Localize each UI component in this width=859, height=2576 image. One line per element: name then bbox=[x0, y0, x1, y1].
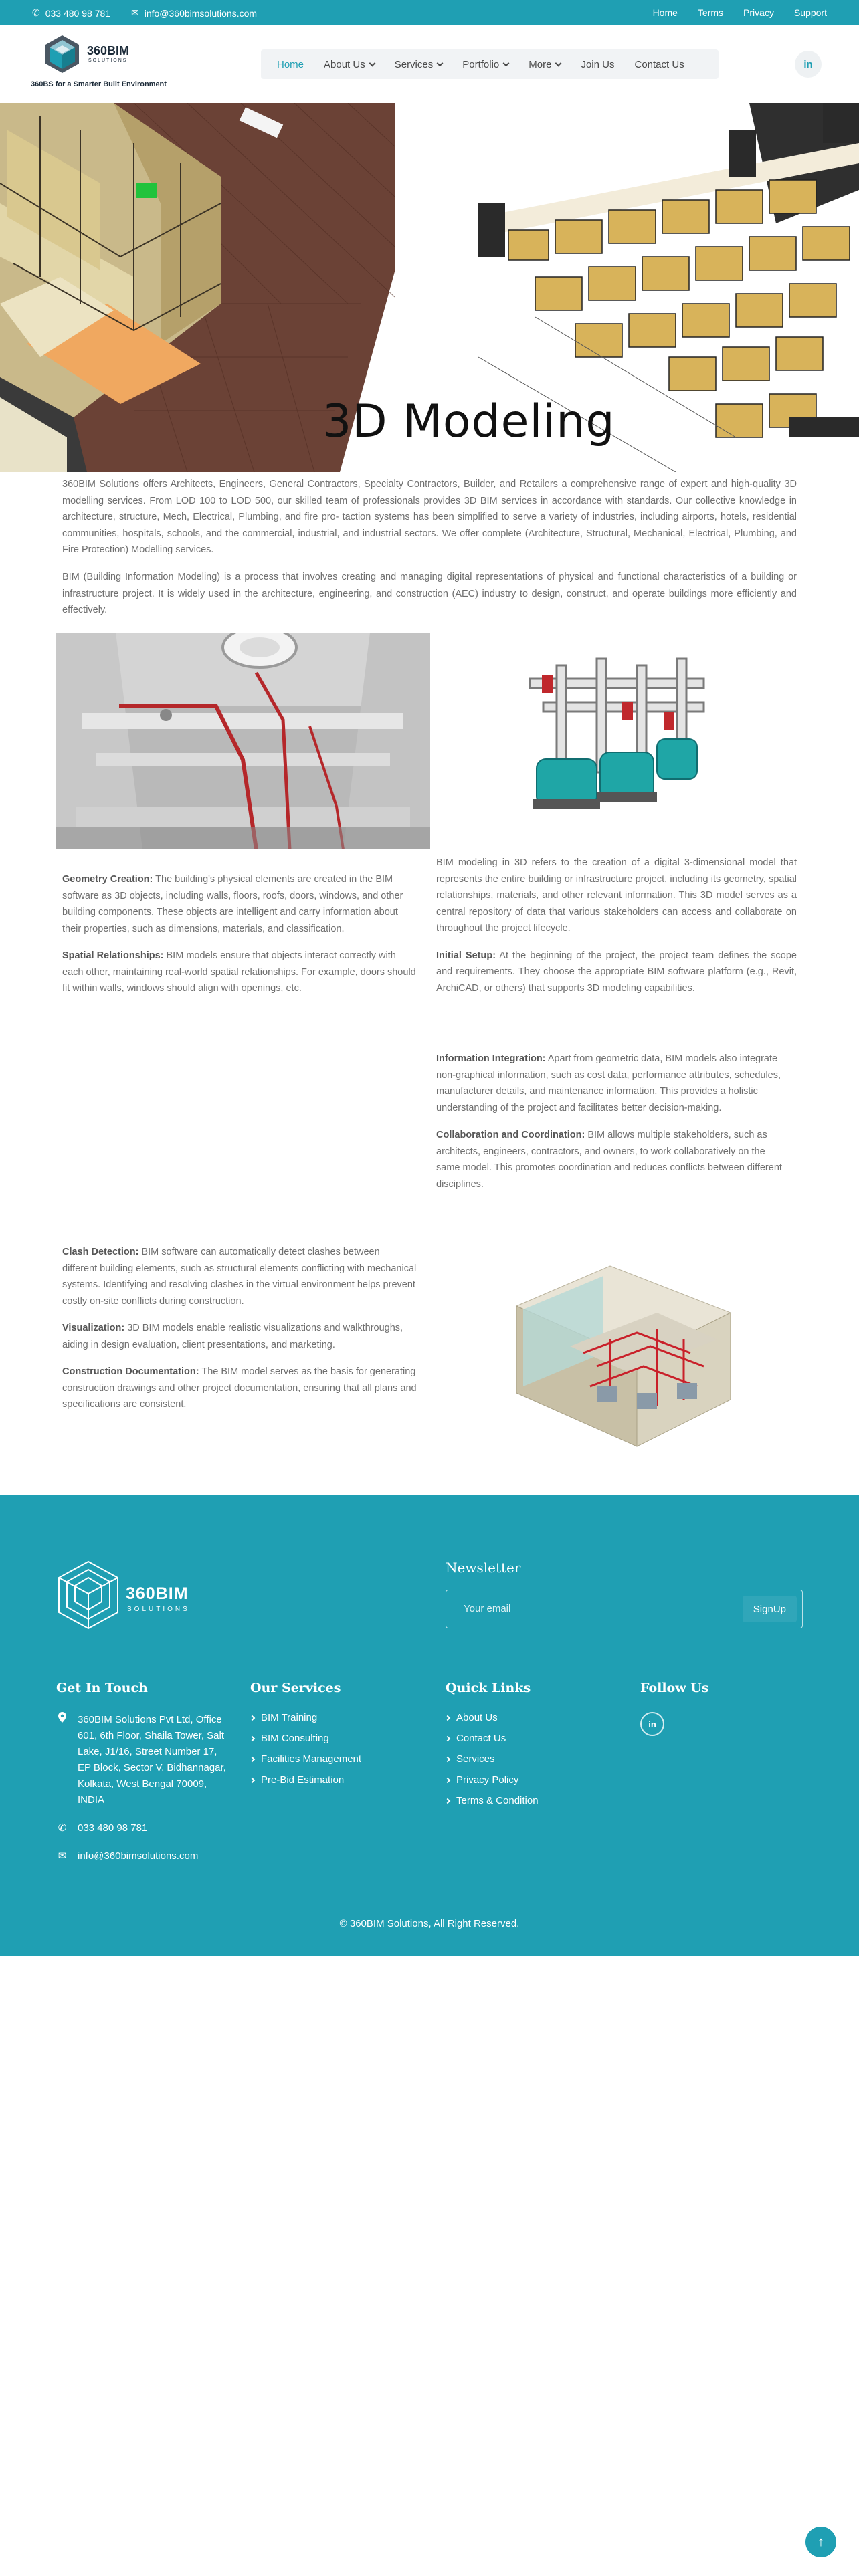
features-left-1 bbox=[62, 871, 417, 1008]
spatial-relationships-title: Spatial Relationships: bbox=[62, 950, 164, 961]
newsletter-signup-button[interactable]: SignUp bbox=[743, 1596, 797, 1622]
footer-get-in-touch bbox=[56, 1681, 230, 1876]
clash-detection-item bbox=[62, 1244, 417, 1309]
visualization-item bbox=[62, 1320, 417, 1353]
linkedin-icon[interactable]: in bbox=[640, 1712, 664, 1736]
clash-detection-title: Clash Detection: bbox=[62, 1247, 139, 1257]
collaboration-item bbox=[436, 1127, 791, 1192]
initial-setup-item bbox=[436, 948, 797, 997]
topbar-phone-text: 033 480 98 781 bbox=[45, 7, 111, 19]
geometry-creation-item bbox=[62, 871, 417, 937]
chevron-right-icon bbox=[445, 1715, 450, 1720]
footer-service-link[interactable] bbox=[250, 1774, 361, 1786]
quick-links-title: Quick Links bbox=[446, 1681, 531, 1695]
nav-home[interactable] bbox=[277, 59, 304, 70]
ceiling-mep-image bbox=[56, 633, 430, 849]
nav-contact-us[interactable] bbox=[635, 59, 684, 70]
topbar-phone[interactable] bbox=[32, 7, 110, 19]
geometry-creation-text: The building's physical elements are created in the BIM software as 3D objects, including walls, floors, roofs, doors, windows, and other building components. These objects are intelligent and carry information about their properties, such as dimensions, materials, and classification. bbox=[62, 874, 403, 934]
chevron-right-icon bbox=[445, 1756, 450, 1761]
nav-home-label: Home bbox=[277, 58, 304, 70]
construction-documentation-item bbox=[62, 1364, 417, 1413]
logo-subtitle: SOLUTIONS bbox=[88, 58, 128, 63]
hero-banner bbox=[0, 103, 859, 472]
chevron-right-icon bbox=[445, 1735, 450, 1741]
nav-portfolio[interactable] bbox=[462, 59, 508, 70]
topbar-link-home[interactable]: Home bbox=[652, 7, 678, 18]
bim-definition-paragraph: BIM (Building Information Modeling) is a process that involves creating and managing digital representations of physical and functional characteristics of a building or infrastructure project. It is widely used in the architecture, engineering, and construction (AEC) industry to design, construct, and operate buildings more efficiently and effectively. bbox=[62, 572, 797, 615]
envelope-icon: ✉ bbox=[58, 1850, 67, 1862]
nav-more-label: More bbox=[529, 58, 552, 70]
newsletter-title: Newsletter bbox=[446, 1560, 521, 1576]
footer-quick-links bbox=[446, 1681, 539, 1816]
footer-service-link[interactable] bbox=[250, 1712, 361, 1723]
phone-icon: ✆ bbox=[32, 7, 40, 18]
footer-quick-link-label: Contact Us bbox=[456, 1733, 506, 1744]
footer-follow-us bbox=[640, 1681, 708, 1736]
plant-room-illustration bbox=[436, 1253, 797, 1453]
nav-about-label: About Us bbox=[324, 58, 365, 70]
nav-services-label: Services bbox=[394, 58, 434, 70]
footer-email-text: info@360bimsolutions.com bbox=[78, 1850, 199, 1862]
footer-quick-link-label: About Us bbox=[456, 1712, 498, 1723]
linkedin-icon[interactable]: in bbox=[795, 51, 822, 78]
visualization-title: Visualization: bbox=[62, 1323, 125, 1333]
chevron-down-icon bbox=[437, 60, 444, 66]
chevron-right-icon bbox=[250, 1715, 255, 1720]
footer-service-link[interactable] bbox=[250, 1733, 361, 1744]
chevron-right-icon bbox=[250, 1735, 255, 1741]
phone-icon: ✆ bbox=[58, 1822, 67, 1834]
topbar-links bbox=[653, 7, 827, 18]
follow-us-title: Follow Us bbox=[640, 1681, 709, 1695]
chevron-down-icon bbox=[369, 60, 375, 66]
pump-equipment-image bbox=[436, 639, 797, 843]
information-integration-text: Apart from geometric data, BIM models also integrate non-graphical information, such as cost data, performance attributes, schedules, manufacturer details, and maintenance information. This provides a holistic understanding of the project and facilitates better decision-making. bbox=[436, 1053, 781, 1113]
geometry-creation-title: Geometry Creation: bbox=[62, 874, 153, 885]
information-integration-title: Information Integration: bbox=[436, 1053, 546, 1064]
nav-more[interactable] bbox=[529, 59, 561, 70]
envelope-icon: ✉ bbox=[131, 7, 139, 18]
footer-quick-link[interactable] bbox=[446, 1795, 539, 1806]
footer-address-text: 360BIM Solutions Pvt Ltd, Office 601, 6th Floor, Shaila Tower, Salt Lake, J1/16, Street Number 17, EP Block, Sector V, Bidhannagar, Kolkata, West Bengal 70009, INDIA bbox=[78, 1714, 226, 1806]
footer-quick-link-label: Terms & Condition bbox=[456, 1795, 539, 1806]
topbar-link-support[interactable]: Support bbox=[793, 7, 827, 18]
main-nav bbox=[261, 49, 719, 79]
newsletter-email-input[interactable]: Your email bbox=[464, 1603, 511, 1614]
chevron-down-icon bbox=[503, 60, 510, 66]
our-services-title: Our Services bbox=[250, 1681, 341, 1695]
spatial-relationships-text: BIM models ensure that objects interact correctly with each other, maintaining real-world spatial relationships. For example, doors should fit within walls, windows should align with openings, etc. bbox=[62, 950, 416, 994]
construction-documentation-text: The BIM model serves as the basis for generating construction drawings and other project documentation, ensuring that all plans and specifications are consistent. bbox=[62, 1366, 417, 1410]
logo-name: 360BIM bbox=[87, 44, 130, 58]
features-left-2 bbox=[62, 1244, 417, 1424]
page-title: 3D Modeling bbox=[322, 395, 615, 448]
footer-quick-link[interactable] bbox=[446, 1733, 539, 1744]
construction-documentation-title: Construction Documentation: bbox=[62, 1366, 199, 1377]
topbar-link-privacy[interactable]: Privacy bbox=[743, 7, 774, 18]
site-header bbox=[0, 25, 859, 103]
footer-quick-link[interactable] bbox=[446, 1753, 539, 1765]
footer-service-label: BIM Consulting bbox=[261, 1733, 329, 1744]
footer-email[interactable] bbox=[56, 1848, 230, 1864]
collaboration-text: BIM allows multiple stakeholders, such as architects, engineers, contractors, and owners, to work collaboratively on the same model. This promotes coordination and reduces conflicts between different disciplines. bbox=[436, 1130, 782, 1190]
chevron-right-icon bbox=[250, 1777, 255, 1782]
clash-detection-text: BIM software can automatically detect clashes between different building elements, such as structural elements conflicting with mechanical systems. Identifying and resolving clashes in the virtual environment helps prevent costly on-site conflicts during construction. bbox=[62, 1247, 417, 1307]
topbar-link-terms[interactable]: Terms bbox=[697, 7, 724, 18]
back-to-top-button[interactable]: ↑ bbox=[805, 2527, 836, 2557]
copyright-text: © 360BIM Solutions, All Right Reserved. bbox=[339, 1918, 520, 1929]
nav-contact-label: Contact Us bbox=[634, 58, 684, 70]
footer-logo-name: 360BIM bbox=[126, 1584, 189, 1603]
pump-model-illustration bbox=[436, 639, 797, 843]
chevron-down-icon bbox=[555, 60, 562, 66]
footer-logo-subtitle: SOLUTIONS bbox=[127, 1606, 190, 1613]
initial-setup-text: At the beginning of the project, the project team defines the scope and requirements. They choose the appropriate BIM software platform (e.g., Revit, ArchiCAD, or others) that supports 3D modeling capabilities. bbox=[436, 950, 797, 994]
chevron-right-icon bbox=[445, 1777, 450, 1782]
nav-about-us[interactable] bbox=[324, 59, 375, 70]
footer-service-link[interactable] bbox=[250, 1753, 361, 1765]
site-footer bbox=[0, 1495, 859, 1956]
top-bar bbox=[0, 0, 859, 25]
spatial-relationships-item bbox=[62, 948, 417, 997]
topbar-email[interactable] bbox=[131, 7, 257, 19]
topbar-email-text: info@360bimsolutions.com bbox=[144, 7, 258, 19]
get-in-touch-title: Get In Touch bbox=[56, 1681, 148, 1695]
logo-cube-icon bbox=[41, 33, 83, 75]
chevron-right-icon bbox=[250, 1756, 255, 1761]
features-right-1 bbox=[436, 855, 797, 1007]
ceiling-mep-illustration bbox=[56, 633, 430, 849]
nav-services[interactable] bbox=[395, 59, 443, 70]
footer-service-label: Facilities Management bbox=[261, 1753, 362, 1765]
newsletter-form bbox=[446, 1590, 803, 1628]
footer-service-label: BIM Training bbox=[261, 1712, 318, 1723]
footer-quick-link[interactable] bbox=[446, 1774, 539, 1786]
site-logo[interactable] bbox=[31, 31, 178, 88]
footer-address bbox=[56, 1712, 230, 1808]
intro-paragraph: 360BIM Solutions offers Architects, Engineers, General Contractors, Specialty Contractors, Builder, and Retailers a comprehensive range of expert and high-quality 3D modelling services. From LOD 100 to LOD 500, our skilled team of professionals provides 3D BIM services in accordance with standards. Our collective knowledge in architecture, structure, Mech, Electrical, Plumbing, and fire pro- taction systems has been simplified to serve a variety of industries, including airports, hotels, residential communities, hospitals, schools, and the commercial, industrial, and industrial sectors. We offer complete (Architecture, Structural, Mechanical, Electrical, Plumbing, and Fire Protection) Modelling services. bbox=[62, 479, 797, 555]
nav-portfolio-label: Portfolio bbox=[462, 58, 500, 70]
initial-setup-title: Initial Setup: bbox=[436, 950, 496, 961]
footer-logo-cube-icon bbox=[56, 1559, 120, 1632]
footer-services bbox=[250, 1681, 361, 1795]
chevron-right-icon bbox=[445, 1798, 450, 1803]
footer-phone[interactable] bbox=[56, 1820, 230, 1836]
visualization-text: 3D BIM models enable realistic visualizations and walkthroughs, aiding in design evaluation, client presentations, and marketing. bbox=[62, 1323, 403, 1350]
footer-quick-link[interactable] bbox=[446, 1712, 539, 1723]
footer-logo[interactable] bbox=[56, 1559, 217, 1632]
information-integration-item bbox=[436, 1051, 791, 1116]
collaboration-title: Collaboration and Coordination: bbox=[436, 1130, 585, 1140]
footer-quick-link-label: Privacy Policy bbox=[456, 1774, 519, 1786]
footer-service-label: Pre-Bid Estimation bbox=[261, 1774, 345, 1786]
nav-join-label: Join Us bbox=[581, 58, 615, 70]
logo-tagline: 360BS for a Smarter Built Environment bbox=[31, 80, 167, 88]
nav-join-us[interactable] bbox=[581, 59, 614, 70]
features-right-2 bbox=[436, 1051, 791, 1203]
footer-phone-text: 033 480 98 781 bbox=[78, 1822, 148, 1834]
bim-3d-intro-text: BIM modeling in 3D refers to the creation of a digital 3-dimensional model that represents the entire building or infrastructure project, including its geometry, spatial relationships, materials, and other relevant information. This 3D model serves as a central repository of data that various stakeholders can access and collaborate on throughout the project lifecycle. bbox=[436, 857, 797, 934]
plant-room-image bbox=[436, 1253, 797, 1453]
footer-quick-link-label: Services bbox=[456, 1753, 495, 1765]
map-marker-icon bbox=[56, 1712, 68, 1808]
